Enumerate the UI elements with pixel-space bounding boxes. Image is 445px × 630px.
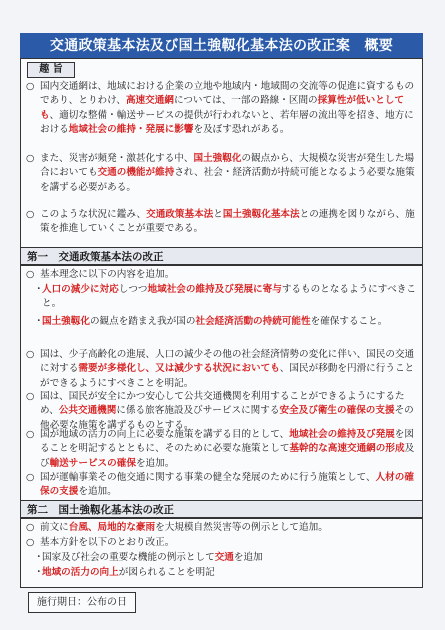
section1-item-text — [26, 471, 418, 500]
highlight-text: 基幹的な高速交通網の形成 — [289, 443, 405, 455]
body-text: が図られることを明記 — [118, 567, 215, 578]
section1-sub-text — [34, 283, 418, 312]
bullet-dot: ・ — [34, 552, 44, 563]
body-text: 国は、国民が安全にかつ安心して公共交通機関を利用することができるようにするため、 — [40, 391, 405, 417]
section2-sub-text — [34, 566, 418, 580]
bullet-dot: ・ — [34, 284, 44, 295]
body-text: に係る旅客施設及びサービスに関する — [116, 405, 280, 417]
highlight-text: 地域社会の維持及び発展 — [289, 429, 395, 440]
body-text: を追加。 — [135, 457, 175, 469]
purpose-item-2 — [26, 152, 418, 195]
bullet-circle: ○ — [26, 269, 35, 280]
body-text: 国が地域の活力の向上に必要な施策を講ずる目的として、 — [40, 429, 290, 440]
section2-item-text — [26, 521, 418, 535]
section1-item-4 — [26, 428, 418, 471]
section1-item-2 — [26, 348, 418, 391]
page-title: 交通政策基本法及び国土強靱化基本法の改正案 概要 — [20, 33, 423, 60]
section1-item-text — [26, 348, 418, 391]
body-text: 前文に — [40, 522, 69, 533]
bullet-circle: ○ — [26, 472, 35, 483]
body-text: 国は、少子高齢化の進展、人口の減少その他の社会経済情勢の変化に伴い、国民の交通に対する — [40, 349, 415, 375]
purpose-tag: 趣 旨 — [27, 62, 75, 78]
bullet-circle: ○ — [26, 391, 35, 402]
section1-item-text — [26, 428, 418, 471]
section2-heading: 第二 国土強靱化基本法の改正 — [20, 500, 423, 518]
highlight-text: 人口の減少に対応 — [42, 284, 119, 295]
highlight-text: 交通政策基本法 — [146, 209, 214, 220]
body-text: の観点を踏まえ我が国の — [89, 316, 196, 327]
body-text: を及ぼす恐れがある。 — [193, 123, 290, 135]
highlight-text: 地域社会の維持・発展に影響 — [68, 123, 194, 135]
highlight-text: 国土強靱化 — [193, 153, 242, 164]
purpose-item-1 — [26, 80, 418, 137]
body-text: 国が運輸事業その他交通に関する事業の健全な発展のために行う施策として、 — [40, 472, 376, 483]
highlight-text: 国土強靱化 — [42, 316, 90, 327]
section1-item-basic — [26, 268, 418, 282]
effective-date: 施行期日：公布の日 — [28, 592, 136, 613]
body-text: 基本方針を以下のとおり改正。 — [40, 537, 175, 548]
bullet-circle: ○ — [26, 429, 35, 440]
body-text: 、適切な整備・輸送サービスの提供が行われないと、若年層の流出等を招き、地方における — [40, 109, 414, 135]
section1-sub-1 — [34, 283, 418, 312]
highlight-text: 採算性が低いとしても — [40, 95, 404, 121]
highlight-text: 交通 — [214, 552, 234, 563]
body-text: を大規模自然災害等の例示として追加。 — [155, 522, 328, 533]
body-text: また、災害が頻発・激甚化する中、 — [40, 153, 194, 164]
highlight-text: 需要が多様化し、又は減少する状況においても — [78, 363, 280, 375]
body-text: を図ることを明記するとともに、そのために必要な施策として — [40, 429, 414, 455]
bullet-circle: ○ — [26, 349, 35, 360]
body-text: と — [213, 209, 223, 220]
section2-item-2 — [26, 536, 418, 550]
body-text: 国内交通網は、地域における企業の立地や地域内・地域間の交流等の促進に資するものであり、とりわけ、 — [40, 81, 415, 107]
bullet-dot: ・ — [34, 567, 44, 578]
highlight-text: 人材の確保の支援 — [40, 472, 414, 498]
body-text: その他必要な施策を講ずるものとする。 — [40, 405, 414, 431]
body-text: され、社会・経済活動が持続可能となるよう必要な施策を講ずる必要がある。 — [40, 167, 415, 193]
section1-item-text — [26, 390, 418, 433]
body-text: 及び — [40, 443, 415, 469]
body-text: するものとなるようにすべきこと。 — [42, 284, 416, 310]
body-text: 基本理念に以下の内容を追加。 — [40, 269, 175, 280]
body-text: との連携を図りながら、施策を推進していくことが重要である。 — [40, 209, 415, 235]
section2-sub-2 — [34, 566, 418, 580]
bullet-circle: ○ — [26, 537, 35, 548]
bullet-circle: ○ — [26, 209, 35, 220]
highlight-text: 高速交通網 — [125, 95, 174, 107]
highlight-text: 国土強靱化基本法 — [222, 209, 300, 220]
bullet-circle: ○ — [26, 522, 35, 533]
purpose-item-text — [26, 152, 418, 195]
section1-item-5 — [26, 471, 418, 500]
section2-item-1 — [26, 521, 418, 535]
purpose-item-text — [26, 208, 418, 237]
section1-item-3 — [26, 390, 418, 433]
section2-sub-1 — [34, 551, 418, 565]
highlight-text: 交通の機能が維持 — [97, 167, 175, 179]
bullet-circle: ○ — [26, 81, 35, 92]
purpose-item-text — [26, 80, 418, 137]
bullet-dot: ・ — [34, 316, 44, 327]
body-text: を追加。 — [78, 486, 117, 498]
highlight-text: 輸送サービスの確保 — [49, 457, 136, 469]
body-text: を確保すること。 — [310, 316, 388, 327]
bullet-circle: ○ — [26, 153, 35, 164]
section2-sub-text — [34, 551, 418, 565]
section1-sub-2 — [34, 315, 418, 329]
body-text: の観点から、大規模な災害が発生した場合においても — [40, 153, 415, 179]
body-text: を追加 — [233, 552, 263, 563]
section1-heading: 第一 交通政策基本法の改正 — [20, 247, 423, 265]
section2-item-text — [26, 536, 418, 550]
body-text: 国家及び社会の重要な機能の例示として — [42, 552, 215, 563]
highlight-text: 台風、局地的な豪雨 — [68, 522, 156, 533]
highlight-text: 社会経済活動の持続可能性 — [195, 316, 311, 327]
body-text: については、一部の路線・区間の — [173, 95, 318, 107]
highlight-text: 公共交通機関 — [58, 405, 117, 417]
body-text: しつつ — [118, 284, 148, 295]
body-text: 、国民が移動を円滑に行うことができるようにすべきことを明記。 — [40, 363, 415, 389]
purpose-item-3 — [26, 208, 418, 237]
highlight-text: 安全及び衛生の確保の支援 — [279, 405, 395, 417]
highlight-text: 地域の活力の向上 — [42, 567, 119, 578]
highlight-text: 地域社会の維持及び発展に寄与 — [147, 284, 282, 295]
section1-item-text — [26, 268, 418, 282]
section1-sub-text — [34, 315, 418, 329]
body-text: このような状況に鑑み、 — [40, 209, 147, 220]
